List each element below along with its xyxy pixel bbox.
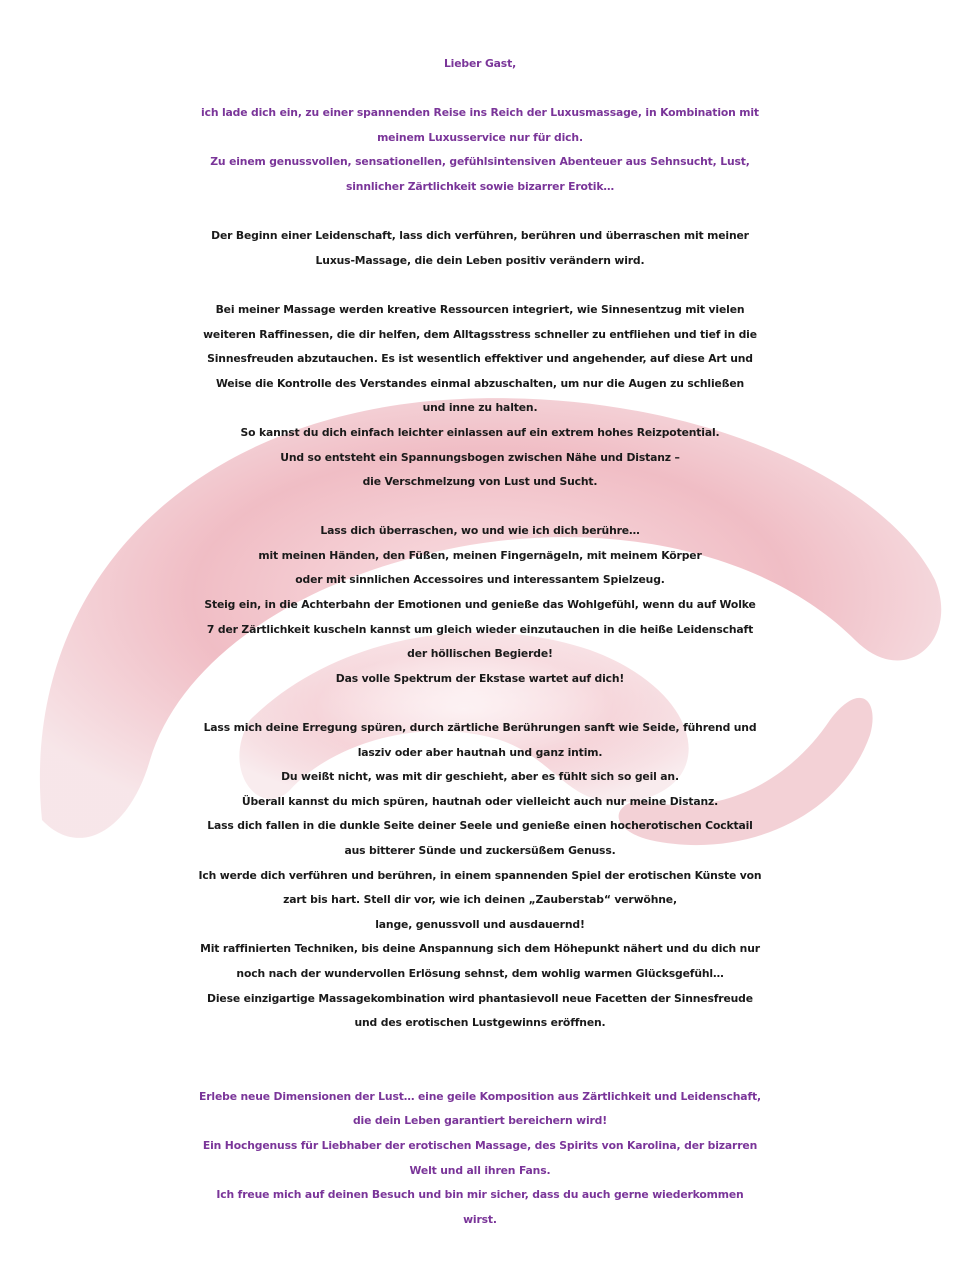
paragraph-line: weiteren Raffinessen, die dir helfen, dem Alltagsstress schneller zu entfliehen und tief in die: [203, 327, 757, 341]
paragraph-line: Luxus-Massage, die dein Leben positiv verändern wird.: [315, 253, 645, 267]
paragraph-massage: [0, 298, 960, 495]
spacer: [0, 273, 960, 298]
spacer: [0, 495, 960, 520]
intro-paragraph: [0, 101, 960, 199]
paragraph-line: Lass dich überraschen, wo und wie ich dich berühre…: [320, 524, 640, 538]
paragraph-line: Weise die Kontrolle des Verstandes einmal abzuschalten, um nur die Augen zu schließen: [215, 376, 745, 390]
closing-line: die dein Leben garantiert bereichern wird!: [352, 1114, 608, 1128]
paragraph-line: So kannst du dich einfach leichter einlassen auf ein extrem hohes Reizpotential.: [240, 425, 720, 439]
intro-line: ich lade dich ein, zu einer spannenden Reise ins Reich der Luxusmassage, in Kombination mit: [201, 106, 759, 120]
spacer: [0, 691, 960, 716]
paragraph-line: und inne zu halten.: [422, 401, 538, 415]
paragraph-line: Steig ein, in die Achterbahn der Emotionen und genieße das Wohlgefühl, wenn du auf Wolke: [204, 598, 756, 612]
paragraph-line: Mit raffinierten Techniken, bis deine Anspannung sich dem Höhepunkt nähert und du dich nur: [200, 942, 760, 956]
paragraph-line: Überall kannst du mich spüren, hautnah oder vielleicht auch nur meine Distanz.: [241, 794, 719, 808]
closing-line: wirst.: [463, 1212, 497, 1226]
paragraph-line: zart bis hart. Stell dir vor, wie ich deinen „Zauberstab“ verwöhne,: [283, 893, 677, 907]
spacer: [0, 200, 960, 225]
paragraph-beginning: [0, 224, 960, 273]
paragraph-line: mit meinen Händen, den Füßen, meinen Fingernägeln, mit meinem Körper: [258, 548, 702, 562]
paragraph-line: lasziv oder aber hautnah und ganz intim.: [357, 745, 603, 759]
paragraph-line: Sinnesfreuden abzutauchen. Es ist wesentlich effektiver und angehender, auf diese Art und: [207, 352, 753, 366]
paragraph-line: Diese einzigartige Massagekombination wird phantasievoll neue Facetten der Sinnesfreude: [207, 991, 753, 1005]
closing-paragraph: [0, 1085, 960, 1233]
spacer: [0, 1036, 960, 1085]
paragraph-line: Der Beginn einer Leidenschaft, lass dich verführen, berühren und überraschen mit meiner: [211, 229, 749, 243]
paragraph-surprise: [0, 519, 960, 691]
paragraph-line: Lass dich fallen in die dunkle Seite deiner Seele und genieße einen hocherotischen Cocktail: [207, 819, 753, 833]
greeting-line: Lieber Gast,: [443, 57, 517, 70]
paragraph-line: 7 der Zärtlichkeit kuscheln kannst um gleich wieder einzutauchen in die heiße Leidenschaft: [206, 622, 754, 636]
spacer: [0, 77, 960, 102]
intro-line: sinnlicher Zärtlichkeit sowie bizarrer Erotik…: [345, 179, 615, 193]
paragraph-line: und des erotischen Lustgewinns eröffnen.: [354, 1016, 606, 1030]
greeting: [0, 52, 960, 77]
paragraph-line: Und so entsteht ein Spannungsbogen zwischen Nähe und Distanz –: [280, 450, 680, 464]
paragraph-line: oder mit sinnlichen Accessoires und interessantem Spielzeug.: [295, 573, 665, 587]
paragraph-line: Bei meiner Massage werden kreative Ressourcen integriert, wie Sinnesentzug mit vielen: [215, 302, 745, 316]
paragraph-line: der höllischen Begierde!: [407, 647, 553, 661]
closing-line: Ein Hochgenuss für Liebhaber der erotischen Massage, des Spirits von Karolina, der bizarren: [202, 1138, 758, 1152]
paragraph-line: noch nach der wundervollen Erlösung sehnst, dem wohlig warmen Glücksgefühl…: [236, 966, 724, 980]
paragraph-excitement: [0, 716, 960, 1036]
closing-line: Welt und all ihren Fans.: [409, 1163, 551, 1177]
paragraph-line: die Verschmelzung von Lust und Sucht.: [362, 475, 598, 489]
closing-line: Erlebe neue Dimensionen der Lust… eine geile Komposition aus Zärtlichkeit und Leidenschaft,: [199, 1089, 761, 1103]
paragraph-line: Ich werde dich verführen und berühren, in einem spannenden Spiel der erotischen Künste von: [198, 868, 762, 882]
letter-content: [0, 52, 960, 1232]
intro-line: Zu einem genussvollen, sensationellen, gefühlsintensiven Abenteuer aus Sehnsucht, Lust,: [210, 155, 750, 169]
paragraph-line: Das volle Spektrum der Ekstase wartet auf dich!: [335, 671, 625, 685]
paragraph-line: Du weißt nicht, was mit dir geschieht, aber es fühlt sich so geil an.: [281, 770, 679, 784]
paragraph-line: aus bitterer Sünde und zuckersüßem Genuss.: [344, 844, 616, 857]
intro-line: meinem Luxusservice nur für dich.: [377, 130, 583, 144]
paragraph-line: lange, genussvoll und ausdauernd!: [375, 917, 585, 931]
paragraph-line: Lass mich deine Erregung spüren, durch zärtliche Berührungen sanft wie Seide, führend und: [203, 721, 757, 735]
closing-line: Ich freue mich auf deinen Besuch und bin mir sicher, dass du auch gerne wiederkommen: [216, 1188, 744, 1202]
